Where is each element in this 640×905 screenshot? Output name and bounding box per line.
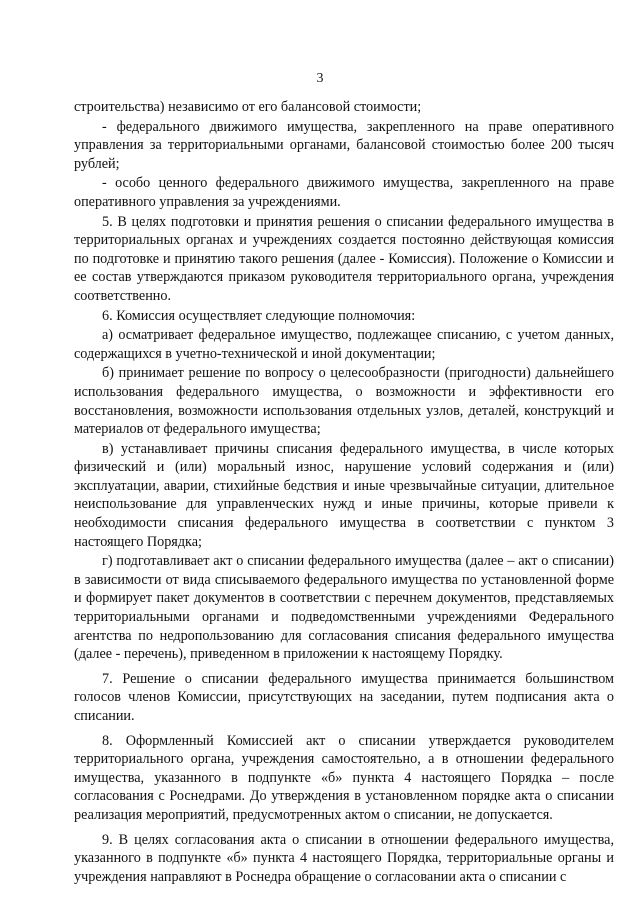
paragraph-clause-7: 7. Решение о списании федерального имущества принимается большинством голосов членов Комиссии, присутствующих на заседании, путем подписания акта о списании.	[74, 670, 614, 724]
paragraph-clause-6: 6. Комиссия осуществляет следующие полномочия:	[102, 307, 416, 324]
paragraph-movable-property: - федерального движимого имущества, закрепленного на праве оперативного управления за территориальными органами, балансовой стоимостью более 200 тысяч рублей;	[74, 118, 614, 172]
page-number: 3	[316, 71, 324, 86]
paragraph-clause-6v: в) устанавливает причины списания федерального имущества, в числе которых физический и (или) моральный износ, нарушение условий содержания и (или) эксплуатации, аварии, стихийные бедствия и иные чрезвычайные ситуации, длительное неиспользование для управленческих нужд и иные причины, которые привели к необходимости списания федерального имущества в соответствии с пунктом 3 настоящего Порядка;	[74, 440, 614, 550]
paragraph-clause-6g: г) подготавливает акт о списании федерального имущества (далее – акт о списании) в зависимости от вида списываемого федерального имущества по установленной форме и формирует пакет документов в соответствии с перечнем документов, представляемых территориальными органами и подведомственными учреждениями Федерального агентства по недропользованию для согласования списания федерального имущества (далее - перечень), приведенном в приложении к настоящему Порядку.	[74, 553, 614, 663]
paragraph-continuation: строительства) независимо от его балансовой стоимости;	[74, 99, 422, 115]
document-body	[74, 98, 614, 887]
paragraph-clause-6b: б) принимает решение по вопросу о целесообразности (пригодности) дальнейшего использования федерального имущества, о возможности и эффективности его восстановления, возможности использования отдельных узлов, деталей, конструкций и материалов от федерального имущества;	[74, 365, 614, 438]
paragraph-clause-6a: а) осматривает федеральное имущество, подлежащее списанию, с учетом данных, содержащихся в учетно-технической и иной документации;	[74, 327, 614, 362]
paragraph-clause-8: 8. Оформленный Комиссией акт о списании утверждается руководителем территориального органа, учреждения самостоятельно, а в отношении федерального имущества, указанного в подпункте «б» пункта 4 настоящего Порядка – после согласования с Роснедрами. До утверждения в установленном порядке акта о списании реализация мероприятий, предусмотренных актом о списании, не допускается.	[74, 732, 614, 823]
paragraph-clause-9: 9. В целях согласования акта о списании в отношении федерального имущества, указанного в подпункте «б» пункта 4 настоящего Порядка, территориальные органы и учреждения направляют в Роснедра обращение о согласовании акта о списании с	[74, 831, 614, 885]
paragraph-clause-5: 5. В целях подготовки и принятия решения о списании федерального имущества в территориальных органах и учреждениях создается постоянно действующая комиссия по подготовке и принятию такого решения (далее - Комиссия). Положение о Комиссии и ее состав утверждаются приказом руководителя территориального органа, учреждения соответственно.	[74, 213, 614, 304]
paragraph-valuable-property: - особо ценного федерального движимого имущества, закрепленного на праве оперативного управления за учреждениями.	[74, 175, 614, 210]
